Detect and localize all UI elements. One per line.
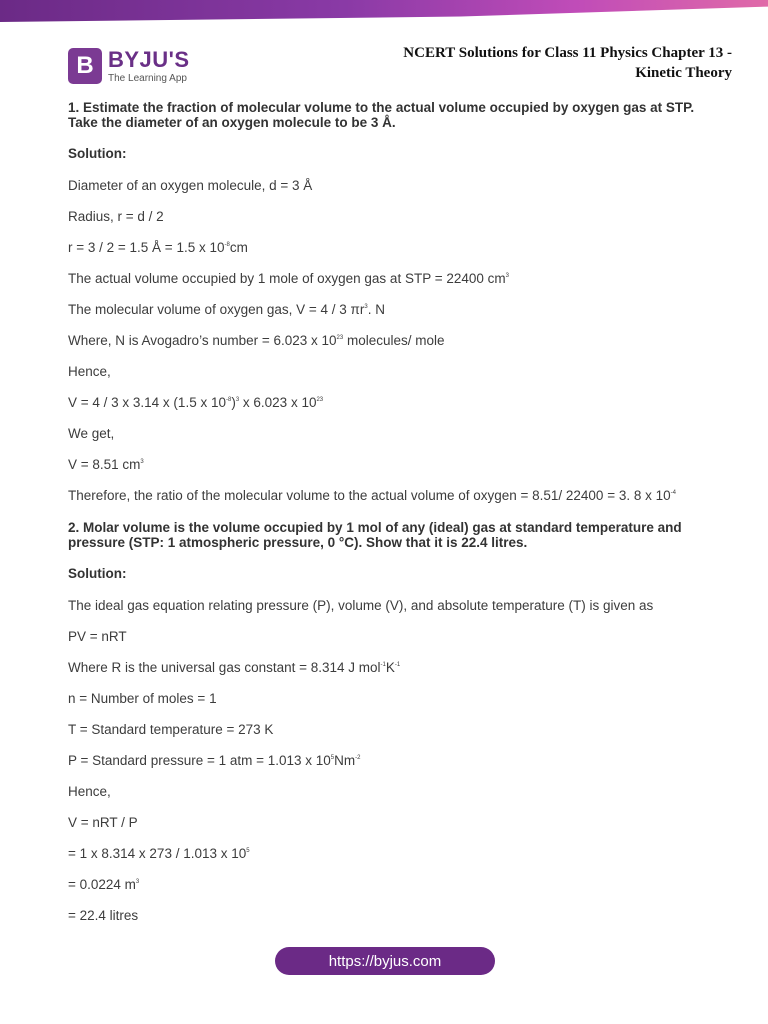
top-decorative-band: [0, 0, 768, 22]
page-title: [403, 43, 732, 83]
q2-line-11: = 22.4 litres: [68, 908, 139, 923]
q1-line-3: r = 3 / 2 = 1.5 Å = 1.5 x $10^{-8}cm$: [68, 240, 248, 255]
solution-label-1: Solution:: [68, 146, 127, 161]
q1-line-1: Diameter of an oxygen molecule, d = 3 Å: [68, 178, 313, 193]
q1-line-8: V = 4 / 3 x 3.14 x (1.5 x $10^{-8})^3$ x 6.023 x $10^{23}$: [68, 395, 324, 410]
q1-line-9: We get,: [68, 426, 115, 441]
q1-line-7: Hence,: [68, 364, 111, 379]
q2-line-10: = 0.0224 $m^3$: [68, 877, 140, 892]
question-2: 2. Molar volume is the volume occupied by 1 mol of any (ideal) gas at standard temperature and pressure (STP: 1 atmospheric pressure, 0 °C). Show that it is 22.4 litres.: [68, 520, 682, 550]
q2-line-8: V = nRT / P: [68, 815, 138, 830]
q1-line-6: Where, N is Avogadro’s number = 6.023 x $10^{23}$ molecules/ mole: [68, 333, 445, 348]
q2-line-4: n = Number of moles = 1: [68, 691, 217, 706]
q1-line-4: The actual volume occupied by 1 mole of oxygen gas at STP = 22400 $cm^3$: [68, 271, 509, 286]
logo-b-mark: B: [68, 48, 102, 84]
q2-line-3: Where R is the universal gas constant = 8.314 J $mol^{-1}K^{-1}$: [68, 660, 401, 675]
solution-label-2: Solution:: [68, 566, 127, 581]
q2-line-2: PV = nRT: [68, 629, 127, 644]
q1-line-10: V = 8.51 $cm^3$: [68, 457, 144, 472]
q2-line-5: T = Standard temperature = 273 K: [68, 722, 274, 737]
page-title-line-1: NCERT Solutions for Class 11 Physics Chapter 13 -: [403, 45, 732, 61]
logo-tagline: The Learning App: [108, 72, 187, 84]
q2-line-6: P = Standard pressure = 1 atm = 1.013 x $10^5Nm^{-2}$: [68, 753, 361, 768]
logo-brand-name: BYJU'S: [108, 46, 190, 72]
q2-line-9: = 1 x 8.314 x 273 / 1.013 x $10^5$: [68, 846, 250, 861]
q2-line-7: Hence,: [68, 784, 111, 799]
q1-line-2: Radius, r = d / 2: [68, 209, 164, 224]
q1-line-11: Therefore, the ratio of the molecular volume to the actual volume of oxygen = 8.51/ 22400 = 3. 8 x $10^{-4}$: [68, 488, 676, 503]
byjus-logo: [68, 46, 190, 86]
q1-line-5: The molecular volume of oxygen gas, V = 4 / 3 $\pi r^3$. N: [68, 302, 385, 317]
question-1: 1. Estimate the fraction of molecular volume to the actual volume occupied by oxygen gas at STP. Take the diameter of an oxygen molecule to be 3 Å.: [68, 100, 695, 130]
page-title-line-2: Kinetic Theory: [635, 65, 732, 81]
q2-line-1: The ideal gas equation relating pressure (P), volume (V), and absolute temperature (T) is given as: [68, 598, 654, 613]
footer-website-link[interactable]: https://byjus.com: [275, 947, 495, 975]
